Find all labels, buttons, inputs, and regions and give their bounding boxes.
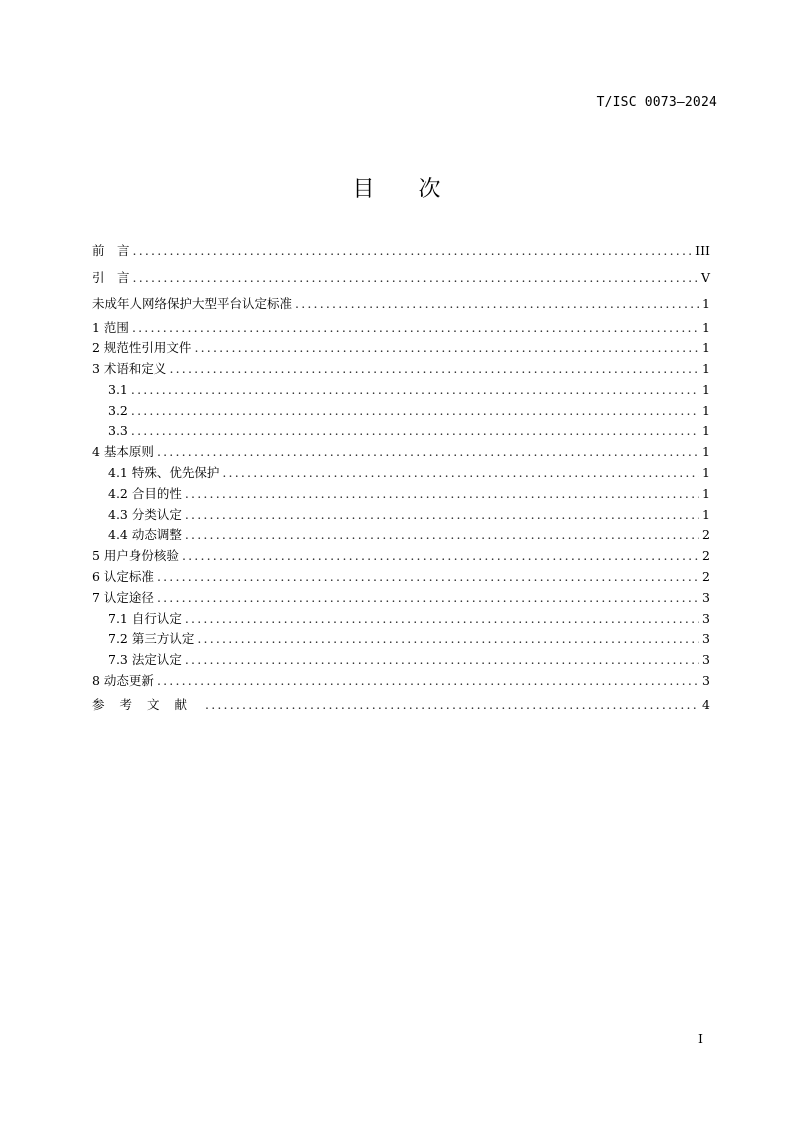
toc-entry-4-1[interactable]: [92, 463, 710, 484]
toc-entry-text: 2 规范性引用文件: [92, 340, 192, 356]
toc-leader-dots: [131, 380, 699, 401]
toc-entry-bibliography[interactable]: [92, 692, 710, 719]
toc-entry-text: 4 基本原则: [92, 444, 154, 460]
toc-entry-text: 3.3: [108, 423, 128, 439]
toc-entry-page: 1: [702, 319, 710, 335]
toc-entry-text: 引 言: [92, 269, 130, 285]
toc-entry-terms-definitions[interactable]: [92, 359, 710, 380]
toc-leader-dots: [194, 338, 699, 359]
toc-entry-text: 参考文献: [92, 696, 203, 712]
toc-leader-dots: [185, 650, 699, 671]
toc-entry-7-1[interactable]: [92, 609, 710, 630]
toc-entry-standard-title[interactable]: [92, 291, 710, 318]
toc-leader-dots: [157, 567, 699, 588]
toc-entry-text: 7.3 法定认定: [108, 652, 182, 668]
toc-leader-dots: [205, 692, 699, 719]
toc-entry-3-2[interactable]: [92, 401, 710, 422]
toc-entry-dynamic-update[interactable]: [92, 671, 710, 692]
toc-entry-7-2[interactable]: [92, 629, 710, 650]
toc-entry-page: 3: [702, 652, 710, 668]
toc-entry-foreword[interactable]: [92, 238, 710, 265]
toc-entry-page: 1: [702, 465, 710, 481]
toc-entry-text: 6 认定标准: [92, 569, 154, 585]
toc-entry-text: 8 动态更新: [92, 673, 154, 689]
toc-entry-text: 4.1 特殊、优先保护: [108, 465, 220, 481]
toc-leader-dots: [295, 291, 699, 318]
toc-leader-dots: [169, 359, 699, 380]
toc-entry-4-3[interactable]: [92, 505, 710, 526]
toc-leader-dots: [132, 318, 699, 339]
toc-entry-text: 3 术语和定义: [92, 361, 167, 377]
toc-entry-page: 2: [702, 569, 710, 585]
toc-title-part2: 次: [418, 177, 441, 202]
toc-entry-page: 2: [702, 548, 710, 564]
toc-entry-page: 1: [702, 296, 710, 311]
toc-leader-dots: [185, 609, 699, 630]
toc-entry-text: 3.2: [108, 402, 128, 418]
toc-entry-page: 3: [702, 610, 710, 626]
toc-entry-text: 7 认定途径: [92, 589, 154, 605]
toc-leader-dots: [185, 525, 699, 546]
page-number: I: [698, 1031, 703, 1046]
toc-entry-page: 3: [702, 631, 710, 647]
toc-entry-basic-principles[interactable]: [92, 442, 710, 463]
toc-leader-dots: [157, 671, 699, 692]
toc-entry-page: 1: [702, 506, 710, 522]
toc-leader-dots: [185, 484, 699, 505]
toc-entry-page: 3: [702, 673, 710, 689]
toc-entry-page: 1: [702, 361, 710, 377]
toc-entry-4-2[interactable]: [92, 484, 710, 505]
toc-entry-text: 3.1: [108, 381, 128, 397]
toc-entry-page: 1: [702, 381, 710, 397]
toc-entry-identity-verification[interactable]: [92, 546, 710, 567]
toc-entry-page: 2: [702, 527, 710, 543]
toc-entry-3-1[interactable]: [92, 380, 710, 401]
toc-leader-dots: [185, 505, 699, 526]
toc-entry-page: 1: [702, 485, 710, 501]
toc-leader-dots: [157, 588, 699, 609]
toc-entry-page: 1: [702, 340, 710, 356]
toc-leader-dots: [197, 629, 699, 650]
toc-entry-4-4[interactable]: [92, 525, 710, 546]
toc-entry-7-3[interactable]: [92, 650, 710, 671]
toc-entry-text: 5 用户身份核验: [92, 548, 179, 564]
toc-leader-dots: [133, 265, 698, 292]
toc-entry-text: 前 言: [92, 243, 130, 258]
toc-entry-text: 4.2 合目的性: [108, 485, 182, 501]
toc-title: [0, 172, 793, 203]
toc-entry-3-3[interactable]: [92, 421, 710, 442]
toc-entry-introduction[interactable]: [92, 265, 710, 292]
toc-title-part1: 目: [352, 177, 375, 202]
toc-entry-text: 未成年人网络保护大型平台认定标准: [92, 296, 293, 311]
toc-entry-page: 1: [702, 444, 710, 460]
toc-list: [92, 238, 710, 718]
toc-entry-text: 7.1 自行认定: [108, 610, 182, 626]
toc-entry-scope[interactable]: [92, 318, 710, 339]
toc-entry-page: 3: [702, 589, 710, 605]
toc-entry-page: 4: [702, 696, 710, 712]
toc-entry-text: 4.4 动态调整: [108, 527, 182, 543]
toc-entry-text: 7.2 第三方认定: [108, 631, 195, 647]
toc-entry-page: 1: [702, 402, 710, 418]
toc-entry-page: III: [695, 243, 710, 258]
toc-leader-dots: [131, 401, 699, 422]
toc-leader-dots: [157, 442, 699, 463]
toc-entry-normative-references[interactable]: [92, 338, 710, 359]
toc-entry-text: 4.3 分类认定: [108, 506, 182, 522]
toc-entry-criteria[interactable]: [92, 567, 710, 588]
toc-entry-page: 1: [702, 423, 710, 439]
toc-leader-dots: [131, 421, 699, 442]
toc-leader-dots: [182, 546, 699, 567]
toc-entry-approaches[interactable]: [92, 588, 710, 609]
toc-entry-text: 1 范围: [92, 319, 129, 335]
toc-leader-dots: [222, 463, 699, 484]
document-code: T/ISC 0073—2024: [596, 95, 717, 110]
toc-leader-dots: [133, 238, 693, 265]
toc-entry-page: V: [700, 269, 710, 285]
